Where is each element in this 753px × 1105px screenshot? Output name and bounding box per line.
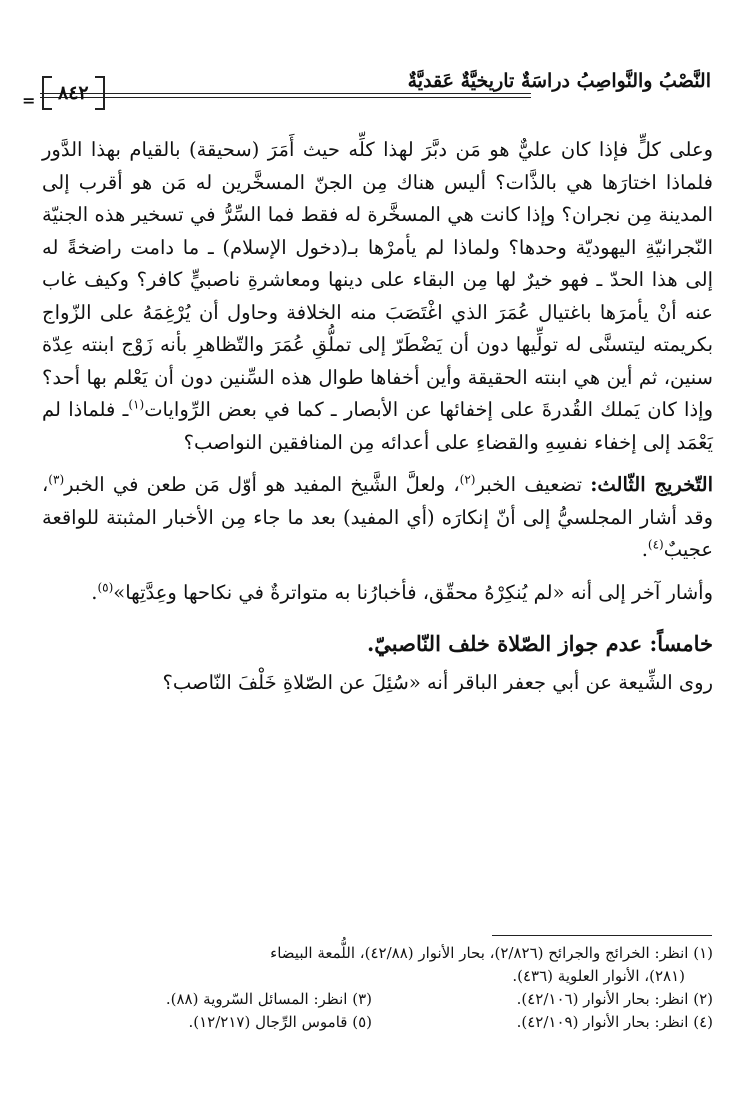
- footnote-1: (١) انظر: الخرائج والجرائح (٢/٨٢٦)، بحار الأنوار (٤٢/٨٨)، اللُّمعة البيضاء: [270, 944, 713, 962]
- bracket-ornament-icon: [95, 76, 105, 110]
- paragraph-last: روى الشِّيعة عن أبي جعفر الباقر أنه «سُئِلَ عن الصّلاةِ خَلْفَ النّاصب؟: [162, 671, 713, 694]
- footnote-ref-2[interactable]: (٢): [459, 472, 476, 487]
- takhrij-text-3: ، وقد أشار المجلسيُّ إلى أنّ إنكارَه (أي المفيد) بعد ما جاء مِن الأخبار المثبتة للواقعة عجيبٌ: [42, 473, 713, 561]
- quote-text: وأشار آخر إلى أنه «لم يُنكِرْهُ محقّق، فأخبارُنا به متواترةٌ في نكاحها وعِدَّتِها»: [113, 580, 713, 604]
- bracket-ornament-icon: [42, 76, 52, 110]
- paragraph-takhrij: [42, 469, 713, 567]
- takhrij-end: .: [641, 538, 648, 561]
- main-text: [42, 128, 713, 700]
- page-number-dash-icon: =: [22, 91, 36, 110]
- takhrij-label: التّخريج الثّالث:: [590, 473, 713, 496]
- header-title: النَّصْبُ والنَّواصِبُ دراسَةٌ تاريخيَّةٌ عَقديَّةٌ: [407, 70, 711, 92]
- section-heading: خامساً: عدم جواز الصّلاة خلف النّاصبيّ.: [366, 631, 713, 656]
- header-rule: [40, 93, 531, 94]
- footnote-separator: [492, 935, 712, 936]
- footnote-4: (٤) انظر: بحار الأنوار (٤٢/١٠٩).: [516, 1013, 713, 1031]
- footnote-ref-4[interactable]: (٤): [647, 537, 664, 552]
- footnote-2: (٢) انظر: بحار الأنوار (٤٢/١٠٦).: [516, 990, 713, 1008]
- footnote-5: (٥) قاموس الرِّجال (١٢/٢١٧).: [188, 1013, 372, 1031]
- takhrij-text-1: تضعيف الخبر: [475, 473, 583, 496]
- footnotes: [42, 942, 713, 1034]
- page-number-value: ٨٤٢: [58, 82, 89, 104]
- quote-end: .: [91, 580, 98, 604]
- paragraph-1-end: ـ فلماذا لم يَعْمَد إلى إخفاء نفسِهِ والقضاءِ على أعدائه مِن المنافقين النواصب؟: [42, 398, 713, 454]
- footnote-1-cont: (٢٨١)، الأنوار العلوية (٤٣٦).: [512, 967, 685, 985]
- takhrij-text-2: ، ولعلَّ الشَّيخ المفيد هو أوّل مَن طعن في الخبر: [64, 473, 460, 496]
- paragraph-1-text: وعلى كلٍّ فإذا كان عليٌّ هو مَن دبَّرَ لهذا كلِّه حيث أَمَرَ (سحيقة) بالقيام بهذا الدَّور فلماذا اختارَها هي بالذَّات؟ أليس هناك مِن الجنّ المسخَّرين له مَن هو أقرب إلى المدينة مِن نجران؟ وإذا كانت هي المسخَّرة له فقط فما السِّرُّ في تسخير هذه الجنيّة النّجرانيّةِ اليهوديّة وحدها؟ ولماذا لم يأمرْها بـ(دخول الإسلام) ـ ما دامت راضخةً له إلى هذا الحدّ ـ فهو خيرٌ لها مِن البقاء على دينها ومعاشرةِ ناصبيٍّ كافر؟ وكيف غاب عنه أنْ يأمرَها باغتيال عُمَرَ الذي اغْتَصَبَ منه الخلافة وحاول أن يُرْغِمَهُ على الزّواج بكريمته ليتسنَّى له تولِّيها دون أن يَضْطَرّ إلى تملُّقِ عُمَرَ والتّظاهرِ بأنه زَوْج ابنته عِدّة سنين، ثم أين هي ابنته الحقيقة وأين أخفاها طوال هذه السِّنين دون أن يَعْلم بها أحد؟ وإذا كان يَملك القُدرةَ على إخفائها عن الأبصار ـ كما في بعض الرِّوايات: [42, 138, 713, 421]
- header-rule-double: [40, 97, 531, 98]
- running-header: [22, 60, 711, 110]
- footnote-row-2: [42, 988, 713, 1011]
- footnote-ref-5[interactable]: (٥): [97, 580, 114, 594]
- page-number: [22, 82, 103, 110]
- footnote-ref-3[interactable]: (٣): [48, 472, 65, 487]
- footnote-row-3: [42, 1011, 713, 1034]
- footnote-ref-1[interactable]: (١): [128, 397, 145, 412]
- footnote-3: (٣) انظر: المسائل السّروية (٨٨).: [165, 990, 372, 1008]
- paragraph-1: [42, 134, 713, 459]
- paragraph-quote: [42, 577, 713, 610]
